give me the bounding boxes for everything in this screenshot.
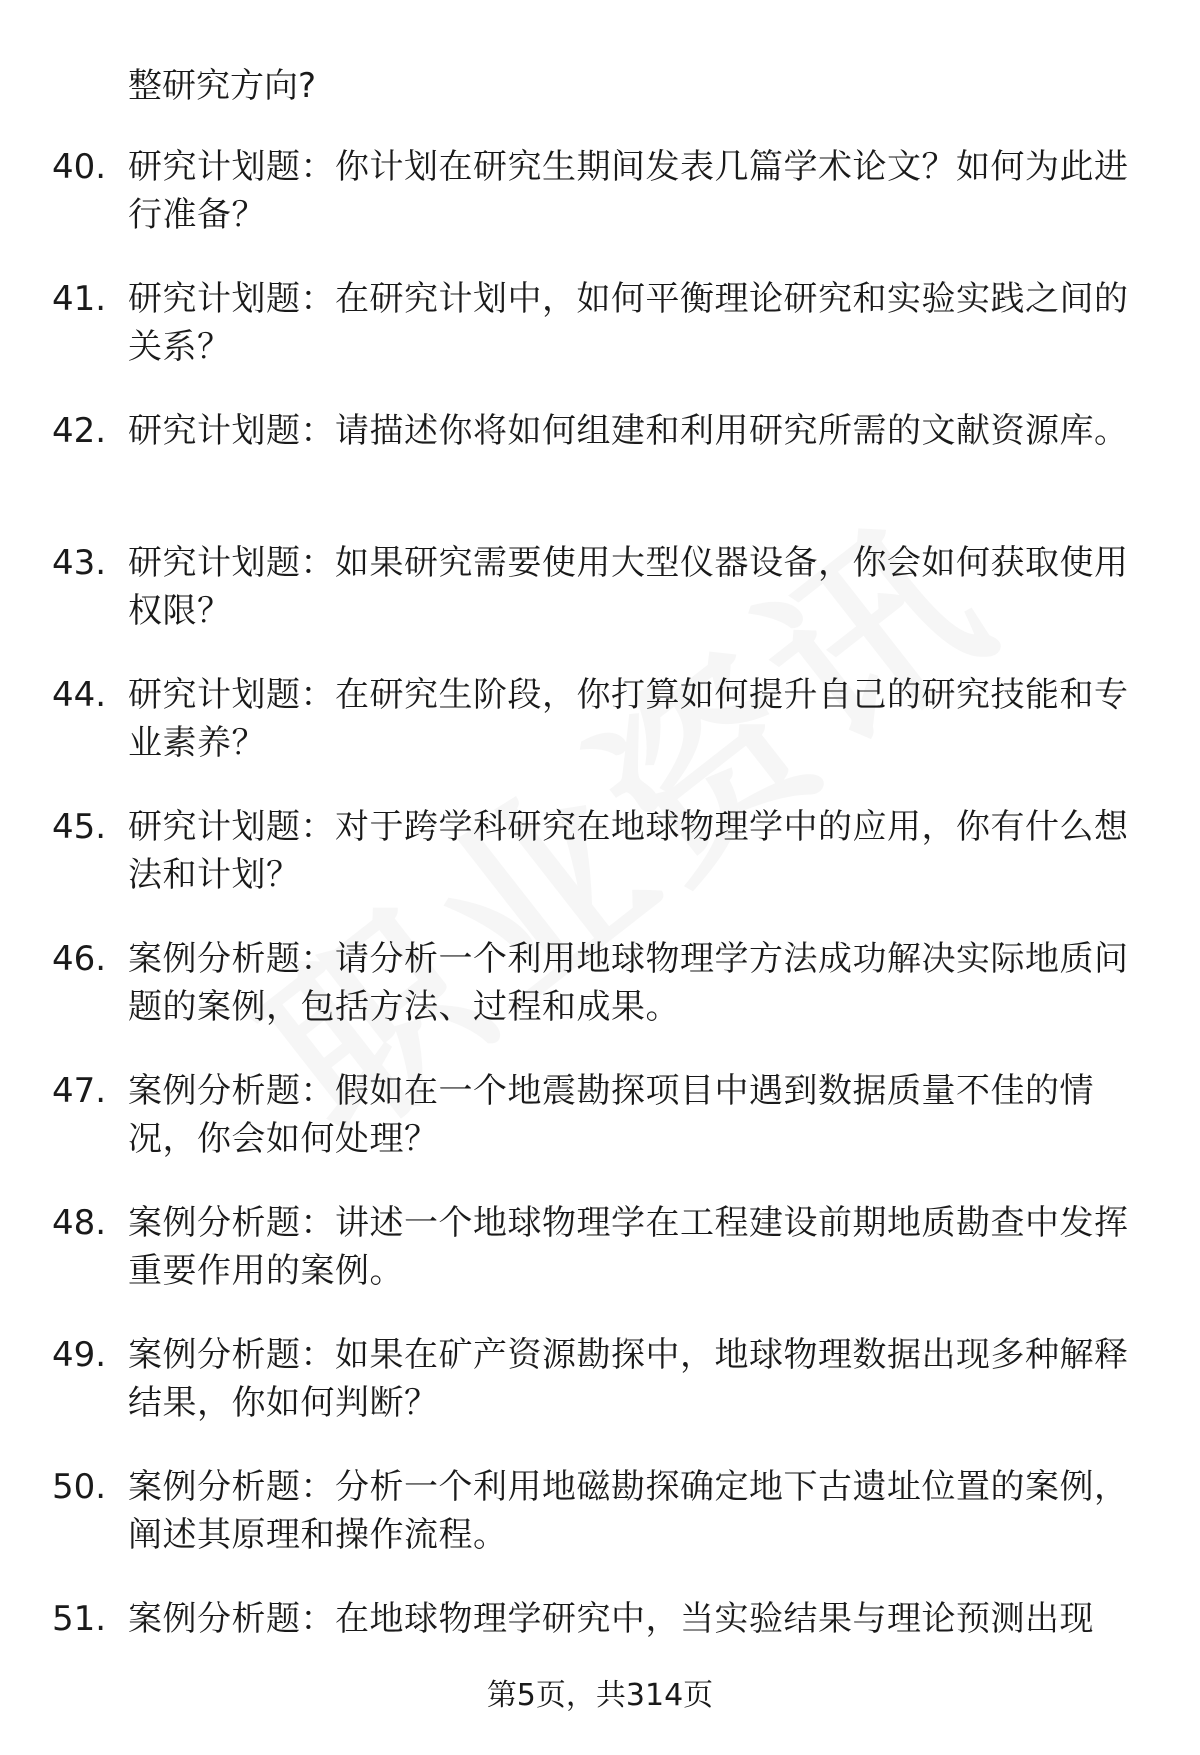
question-item xyxy=(0,671,1200,803)
question-text: 案例分析题：请分析一个利用地球物理学方法成功解决实际地质问题的案例，包括方法、过程和成果。 xyxy=(128,939,1129,1027)
question-number: 46. xyxy=(52,939,107,979)
question-text: 研究计划题：如果研究需要使用大型仪器设备，你会如何获取使用权限？ xyxy=(128,543,1129,631)
question-item xyxy=(0,803,1200,935)
question-text: 研究计划题：你计划在研究生期间发表几篇学术论文？如何为此进行准备？ xyxy=(128,147,1129,235)
continuation-text: 整研究方向? xyxy=(128,66,317,106)
question-item xyxy=(0,1463,1200,1595)
question-number: 44. xyxy=(52,675,107,715)
question-text: 研究计划题：在研究计划中，如何平衡理论研究和实验实践之间的关系？ xyxy=(128,279,1129,367)
question-number: 47. xyxy=(52,1071,107,1111)
question-item xyxy=(0,143,1200,275)
question-item xyxy=(0,407,1200,539)
question-number: 48. xyxy=(52,1203,107,1243)
question-item xyxy=(0,1067,1200,1199)
question-text: 研究计划题：请描述你将如何组建和利用研究所需的文献资源库。 xyxy=(128,411,1129,451)
question-text: 研究计划题：对于跨学科研究在地球物理学中的应用，你有什么想法和计划？ xyxy=(128,807,1129,895)
question-number: 43. xyxy=(52,543,107,583)
question-number: 49. xyxy=(52,1335,107,1375)
question-item xyxy=(0,539,1200,671)
question-item xyxy=(0,1331,1200,1463)
question-text: 案例分析题：假如在一个地震勘探项目中遇到数据质量不佳的情况，你会如何处理？ xyxy=(128,1071,1094,1159)
question-text: 研究计划题：在研究生阶段，你打算如何提升自己的研究技能和专业素养？ xyxy=(128,675,1129,763)
question-number: 50. xyxy=(52,1467,107,1507)
question-number: 45. xyxy=(52,807,107,847)
question-number: 42. xyxy=(52,411,107,451)
question-text: 案例分析题：讲述一个地球物理学在工程建设前期地质勘查中发挥重要作用的案例。 xyxy=(128,1203,1129,1291)
question-number: 41. xyxy=(52,279,107,319)
question-text: 案例分析题：分析一个利用地磁勘探确定地下古遗址位置的案例，阐述其原理和操作流程。 xyxy=(128,1467,1129,1555)
question-number: 40. xyxy=(52,147,107,187)
question-list xyxy=(0,143,1200,1727)
question-item xyxy=(0,935,1200,1067)
question-item xyxy=(0,275,1200,407)
question-text: 案例分析题：如果在矿产资源勘探中，地球物理数据出现多种解释结果，你如何判断？ xyxy=(128,1335,1129,1423)
page-footer: 第5页，共314页 xyxy=(486,1678,714,1713)
question-number: 51. xyxy=(52,1599,107,1639)
question-item xyxy=(0,1199,1200,1331)
question-text: 案例分析题：在地球物理学研究中，当实验结果与理论预测出现 xyxy=(128,1599,1094,1639)
